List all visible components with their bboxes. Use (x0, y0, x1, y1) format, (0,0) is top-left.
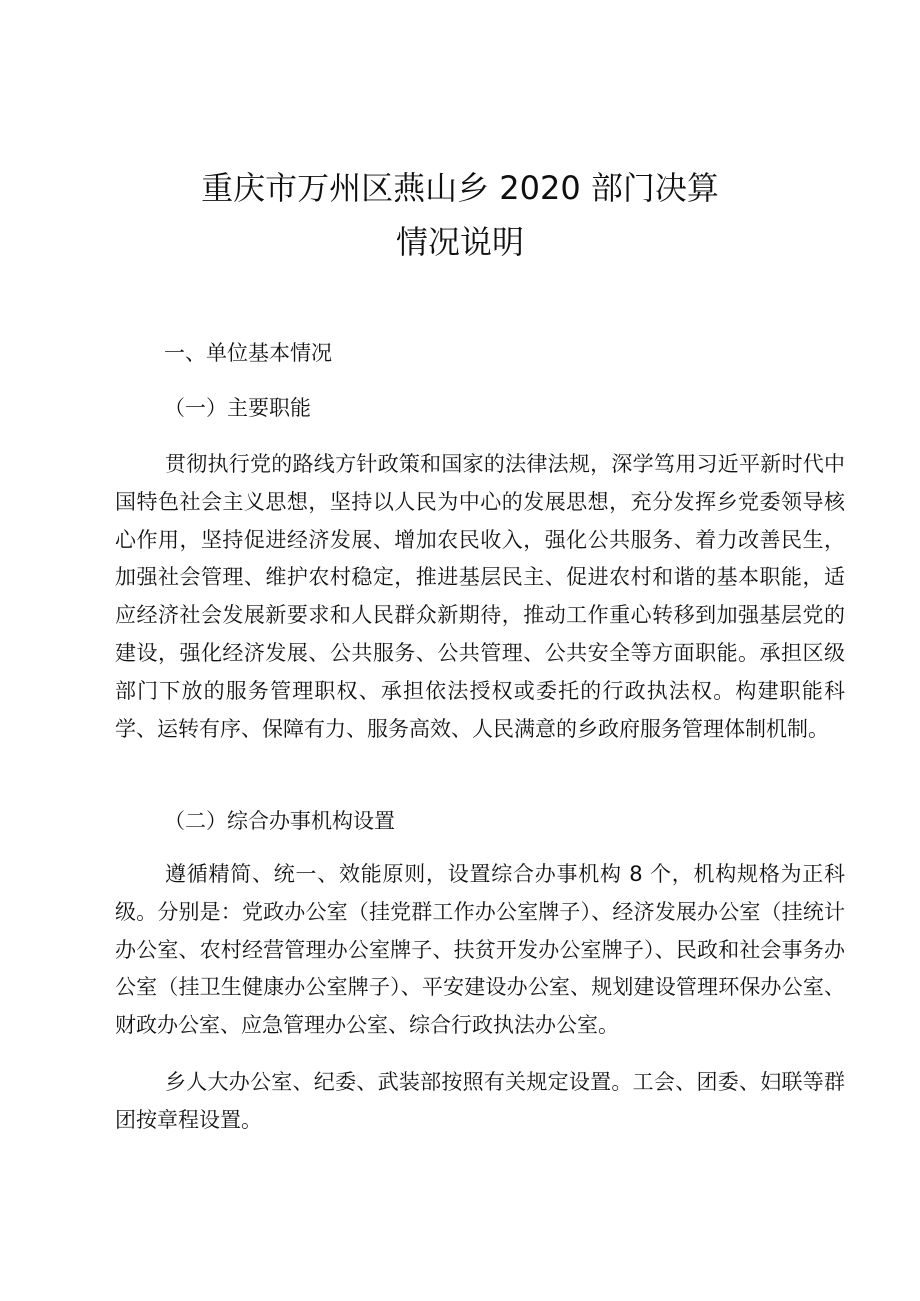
paragraph-main-functions: 贯彻执行党的路线方针政策和国家的法律法规，深学笃用习近平新时代中国特色社会主义思想，坚持以人民为中心的发展思想，充分发挥乡党委领导核心作用，坚持促进经济发展、增加农民收入，强化公共服务、着力改善民生，加强社会管理、维护农村稳定，推进基层民主、促进农村和谐的基本职能，适应经济社会发展新要求和人民群众新期待，推动工作重心转移到加强基层党的建设，强化经济发展、公共服务、公共管理、公共安全等方面职能。承担区级部门下放的服务管理职权、承担依法授权或委托的行政执法权。构建职能科学、运转有序、保障有力、服务高效、人民满意的乡政府服务管理体制机制。 (115, 452, 845, 741)
section1-heading: 一、单位基本情况 (164, 341, 332, 365)
document-title-line1: 重庆市万州区燕山乡 2020 部门决算 (201, 169, 719, 207)
document-title-line2: 情况说明 (395, 223, 524, 261)
paragraph-other-organizations: 乡人大办公室、纪委、武装部按照有关规定设置。工会、团委、妇联等群团按章程设置。 (115, 1070, 845, 1132)
subsection1-heading: （一）主要职能 (164, 396, 311, 420)
paragraph-office-setup: 遵循精简、统一、效能原则，设置综合办事机构 8 个，机构规格为正科级。分别是：党政办公室（挂党群工作办公室牌子）、经济发展办公室（挂统计办公室、农村经营管理办公室牌子、扶贫开发办公室牌子）、民政和社会事务办公室（挂卫生健康办公室牌子）、平安建设办公室、规划建设管理环保办公室、财政办公室、应急管理办公室、综合行政执法办公室。 (115, 862, 845, 1038)
subsection2-heading: （二）综合办事机构设置 (164, 809, 395, 833)
